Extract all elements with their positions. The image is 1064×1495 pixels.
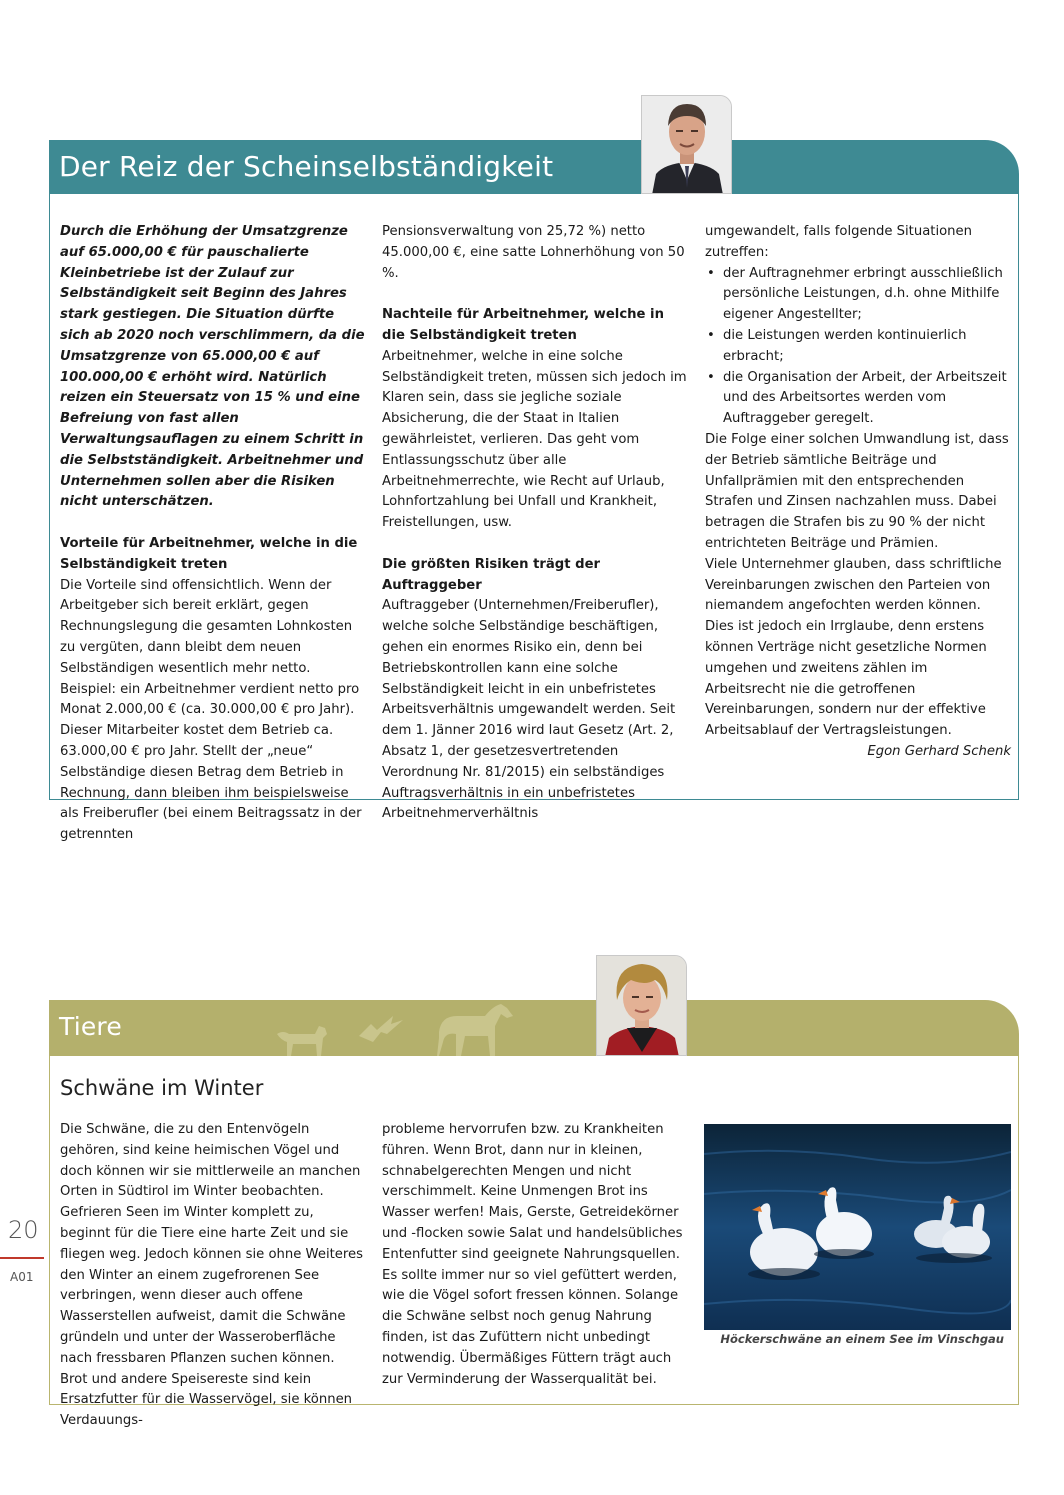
horse-silhouette-icon xyxy=(435,1002,517,1056)
conditions-list xyxy=(705,264,1011,430)
article1-column-3 xyxy=(705,222,1011,763)
article1-column-2 xyxy=(382,222,688,825)
bird-silhouette-icon xyxy=(357,1014,405,1044)
section-body-vorteile-cont: Pensionsverwaltung von 25,72 %) netto 45.000,00 €, eine satte Lohnerhöhung von 50 %. xyxy=(382,224,685,281)
portrait-photo-woman-icon xyxy=(597,956,687,1056)
section-heading-risiken: Die größten Risiken trägt der Auftraggeber xyxy=(382,556,601,593)
section-body-vorteile: Die Vorteile sind offensichtlich. Wenn der Arbeitgeber sich bereit erklärt, gegen Rechnungslegung die gesamten Lohnkosten zu vergüten, dann bleibt dem neuen Selbständigen wesentlich mehr netto. Beispiel: ein Arbeitnehmer verdient netto pro Monat 2.000,00 € (ca. 30.000,00 € pro Jahr). Dieser Mitarbeiter kostet dem Betrieb ca. 63.000,00 € pro Jahr. Stellt der „neue“ Selbständige diesen Betrag dem Betrieb in Rechnung, dann bleiben ihm beispielsweise als Freiberufler (bei einem Beitragssatz in der getrennten xyxy=(60,577,362,843)
swans-on-lake-photo-icon xyxy=(704,1124,1011,1330)
section-body-nachteile: Arbeitnehmer, welche in eine solche Selbständigkeit treten, müssen sich jedoch im Klaren sein, dass sie jegliche soziale Absicherung, die der Staat in Italien gewährleistet, verlieren. Das geht vom Entlassungsschutz über alle Arbeitnehmerrechte, wie Recht auf Urlaub, Lohnfortzahlung bei Unfall und Krankheit, Freistellungen, usw. xyxy=(382,348,687,531)
article-body-1: Die Schwäne, die zu den Entenvögeln gehören, sind keine heimischen Vögel und doch können wir sie mittlerweile an manchen Orten in Südtirol im Winter beobachten. Gefrieren Seen im Winter komplett zu, beginnt für die Tiere eine harte Zeit und sie fliegen weg. Jedoch können sie ohne Weiteres den Winter an einem zugefrorenen See verbringen, wenn dieser auch offene Wasserstellen aufweist, damit die Schwäne gründeln und unter der Wasseroberfläche nach fressbaren Pflanzen suchen können. Brot und andere Speisereste sind kein Ersatzfutter für die Wasservögel, sie können Verdauungs- xyxy=(60,1122,364,1429)
photo-caption: Höckerschwäne an einem See im Vinschgau xyxy=(720,1332,1004,1346)
author-signature: Egon Gerhard Schenk xyxy=(867,743,1011,759)
list-item: • der Auftragnehmer erbringt ausschließlich persönliche Leistungen, d.h. ohne Mithilfe eigener Angestellter; xyxy=(705,264,1011,326)
section-heading-vorteile: Vorteile für Arbeitnehmer, welche in die Selbständigkeit treten xyxy=(60,535,358,572)
article-lead: Durch die Erhöhung der Umsatzgrenze auf 65.000,00 € für pauschalierte Kleinbetriebe ist der Zulauf zur Selbständigkeit seit Beginn des Jahres stark gestiegen. Die Situation dürfte sich ab 2020 noch verschlimmern, da die Umsatzgrenze von 65.000,00 € auf 100.000,00 € erhöht wird. Natürlich reizen ein Steuersatz von 15 % und eine Befreiung von fast allen Verwaltungsauflagen zu einem Schritt in die Selbstständigkeit. Arbeitnehmer und Unternehmen sollen aber die Risiken nicht unterschätzen. xyxy=(60,224,365,510)
article-title: Schwäne im Winter xyxy=(60,1076,264,1100)
section-band-tiere xyxy=(49,1000,1019,1056)
page-number: 20 xyxy=(8,1216,39,1244)
article1-column-1 xyxy=(60,222,366,846)
portrait-photo-man-icon xyxy=(642,96,732,194)
section-body-risiken-cont: umgewandelt, falls folgende Situationen zutreffen: xyxy=(705,224,973,260)
article-title: Der Reiz der Scheinselbständigkeit xyxy=(59,150,554,183)
author-portrait-man xyxy=(641,95,732,194)
section-label: Tiere xyxy=(59,1012,122,1041)
article2-column-1 xyxy=(60,1120,366,1432)
closing-paragraph-2: Viele Unternehmer glauben, dass schriftliche Vereinbarungen zwischen den Parteien von niemandem angefochten werden können. Dies ist jedoch ein Irrglaube, denn erstens können Verträge nicht gesetzliche Normen umgehen und zweitens zählen im Arbeitsrecht nie die getroffenen Vereinbarungen, sondern nur der effektive Arbeitsablauf der Vertragsleistungen. xyxy=(705,556,1002,739)
section-body-risiken: Auftraggeber (Unternehmen/Freiberufler), welche solche Selbständige beschäftigen, gehen ein enormes Risiko ein, denn bei Betriebskontrollen kann eine solche Selbständigkeit leicht in ein unbefristetes Arbeitsverhältnis umgewandelt werden. Seit dem 1. Jänner 2016 wird laut Gesetz (Art. 2, Absatz 1, der gesetzesvertretenden Verordnung Nr. 81/2015) ein selbständiges Auftragsverhältnis in ein unbefristetes Arbeitnehmerverhältnis xyxy=(382,598,676,822)
article-body-2: probleme hervorrufen bzw. zu Krankheiten führen. Wenn Brot, dann nur in kleinen, schnabelgerechten Mengen und nicht verschimmelt. Keine Unmengen Brot ins Wasser werfen! Mais, Gerste, Getreidekörner und -flocken sowie Salat und handelsübliches Entenfutter sind geeignete Nahrungsquellen. Es sollte immer nur so viel gefüttert werden, wie die Vögel sofort fressen können. Solange die Schwäne selbst noch genug Nahrung finden, ist das Zufüttern nicht unbedingt notwendig. Übermäßiges Füttern trägt auch zur Verminderung der Wasserqualität bei. xyxy=(382,1122,683,1387)
dog-silhouette-icon xyxy=(275,1020,331,1056)
article-title-band xyxy=(49,140,1019,194)
swans-photo xyxy=(704,1124,1011,1330)
page-code: A01 xyxy=(10,1270,34,1284)
article2-column-2 xyxy=(382,1120,692,1390)
list-item: • die Leistungen werden kontinuierlich erbracht; xyxy=(705,326,1011,368)
page-marker-line xyxy=(0,1257,44,1259)
author-portrait-woman xyxy=(596,955,687,1056)
list-item: • die Organisation der Arbeit, der Arbeitszeit und des Arbeitsortes werden vom Auftraggeber geregelt. xyxy=(705,368,1011,430)
section-heading-nachteile: Nachteile für Arbeitnehmer, welche in die Selbständigkeit treten xyxy=(382,307,664,343)
closing-paragraph-1: Die Folge einer solchen Umwandlung ist, dass der Betrieb sämtliche Beiträge und Unfallprämien mit den entsprechenden Strafen und Zinsen nachzahlen muss. Dabei betragen die Strafen bis zu 90 % der nicht entrichteten Beiträge und Prämien. xyxy=(705,431,1009,551)
